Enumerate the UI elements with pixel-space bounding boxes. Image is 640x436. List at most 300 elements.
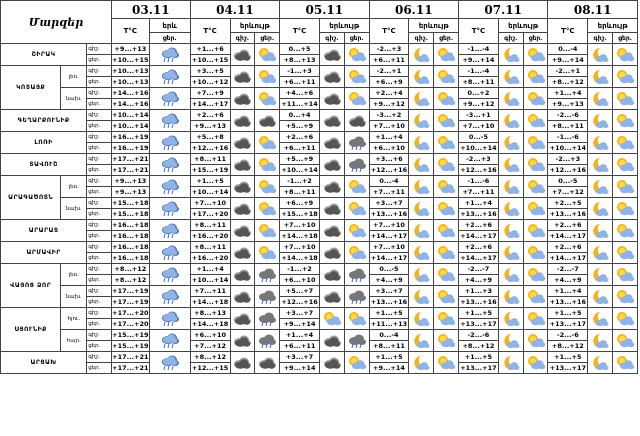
temperature-cell: +1...+5 [458,308,498,319]
sun-cloud-icon [255,132,280,154]
temperature-cell: +15...+19 [112,342,149,350]
sun-cloud-icon [613,154,638,176]
temperature-cell: -1...-4 [458,44,498,55]
weather-header: երևույթ [230,19,280,33]
temperature-cell: +13...+17 [549,320,587,328]
sun-cloud-icon [434,242,459,264]
sun-cloud-icon [613,44,638,66]
temperature-cell: +1...+5 [369,352,409,363]
table-row [1,286,638,297]
temperature-cell: +2...+6 [548,220,588,231]
temperature-cell: +16...+20 [191,232,229,240]
cloud-dark-icon [230,242,255,264]
moon-icon [409,88,434,110]
temperature-cell: +2...+6 [458,220,498,231]
temperature-cell: -2...+3 [458,154,498,165]
subregion-label: լեռ. [61,264,87,286]
moon-icon [498,242,523,264]
temperature-cell: +5...+9 [280,121,320,132]
moon-icon [588,286,613,308]
temperature-cell: +2...+5 [548,198,588,209]
temperature-cell: +17...+21 [112,353,149,361]
cloud-dark-icon [230,286,255,308]
temperature-cell: -2...+1 [548,66,588,77]
moon-icon [588,44,613,66]
day-row-label: ցեր. [87,231,112,242]
moon-icon [498,176,523,198]
temperature-cell: +15...+18 [281,210,318,218]
temperature-cell: +6...+11 [280,341,320,352]
moon-icon [409,286,434,308]
region-name: ՎԱՅՈՑ ՁՈՐ [1,264,61,308]
sun-cloud-icon [523,44,548,66]
moon-icon [409,176,434,198]
sun-cloud-icon [434,308,459,330]
rain-icon [149,88,190,110]
sun-cloud-icon [523,286,548,308]
sun-cloud-icon [434,44,459,66]
temperature-cell: +1...+4 [548,286,588,297]
temperature-cell: +8...+12 [190,352,230,363]
subregion-label: նախ. [61,286,87,308]
temperature-cell: +10...+13 [112,78,149,86]
sun-cloud-icon [613,286,638,308]
region-name: ԱՐԱՐԱՏ [1,220,87,242]
temperature-cell: +13...+16 [460,210,497,218]
sun-cloud-icon [255,88,280,110]
cloud-dark-icon [230,330,255,352]
day-subheader: ցեր. [255,33,280,44]
sun-cloud-icon [344,44,369,66]
temperature-cell: +10...+14 [281,166,318,174]
moon-icon [588,242,613,264]
sun-cloud-icon [613,88,638,110]
moon-icon [498,88,523,110]
night-row-label: գիշ. [87,308,112,319]
day-row-label: ցեր. [87,165,112,176]
temperature-cell: +2...+4 [369,88,409,99]
moon-icon [588,308,613,330]
moon-icon [409,132,434,154]
subregion-label: հյու. [61,308,87,330]
temperature-cell: +11...+13 [370,320,408,328]
cloud-dark-icon [319,66,344,88]
temperature-cell: +10...+15 [112,56,149,64]
temperature-cell: -2...-7 [548,264,588,275]
cloud-dark-icon [230,352,255,374]
cloud-dark-icon [319,220,344,242]
temperature-cell: +6...+11 [280,77,320,88]
sun-cloud-icon [255,176,280,198]
sun-cloud-icon [255,44,280,66]
night-row-label: գիշ. [87,198,112,209]
cloud-dark-icon [319,352,344,374]
sun-cloud-icon [523,198,548,220]
temperature-cell: +1...+4 [369,132,409,143]
moon-icon [498,286,523,308]
sun-cloud-icon [613,176,638,198]
temperature-cell: +14...+17 [370,232,408,240]
sun-cloud-icon [613,308,638,330]
rain-icon [149,44,190,66]
date-header-5: 07.11 [458,1,547,19]
temperature-cell: +1...+5 [458,352,498,363]
cloud-dark-icon [319,176,344,198]
temperature-cell: +12...+15 [191,364,229,372]
temperature-cell: +12...+16 [281,298,318,306]
temperature-cell: -2...-6 [548,330,588,341]
temperature-cell: +1...+4 [548,88,588,99]
region-name: ԿՈՏԱՅՔ [1,66,61,110]
temperature-cell: +1...+4 [458,198,498,209]
temperature-cell: +7...+10 [280,242,320,253]
temperature-cell: +15...+18 [112,199,149,207]
cloud-dark-icon [319,286,344,308]
subregion-label: լեռ. [61,176,87,198]
temperature-cell: +12...+16 [191,144,229,152]
rain-icon [149,330,190,352]
temperature-cell: +10...+12 [191,78,229,86]
region-name: ԱՐՑԱԽ [1,352,87,374]
temperature-cell: +14...+16 [112,89,149,97]
temperature-cell: +7...+9 [190,88,230,99]
sun-cloud-icon [344,352,369,374]
temperature-cell: +16...+19 [112,133,149,141]
moon-icon [409,330,434,352]
cloud-dark-icon [319,242,344,264]
temperature-cell: +3...+7 [280,352,320,363]
sun-cloud-icon [344,242,369,264]
region-name: ԱՐԱԳԱԾՈՏՆ [1,176,61,220]
temperature-cell: +1...+6 [190,44,230,55]
temperature-cell: +4...+9 [369,275,409,286]
temperature-cell: +6...+11 [369,55,409,66]
day-row-label: ցեր. [87,143,112,154]
temperature-cell: +11...+14 [281,100,318,108]
temperature-cell: -1...+3 [280,66,320,77]
cloud-dark-icon [319,198,344,220]
cloud-dark-icon [230,220,255,242]
moon-icon [498,330,523,352]
sun-cloud-icon [523,330,548,352]
sun-cloud-icon [523,220,548,242]
sun-cloud-icon [523,110,548,132]
temperature-cell: +9...+13 [548,99,588,110]
temperature-cell: +13...+16 [460,298,497,306]
region-name: ՍՅՈՒՆԻՔ [1,308,61,352]
night-row-label: գիշ. [87,176,112,187]
moon-icon [588,198,613,220]
sun-cloud-icon [523,154,548,176]
sun-cloud-icon [434,220,459,242]
temperature-cell: +9...+14 [280,319,320,330]
sun-cloud-icon [523,66,548,88]
cloud-rain-icon [255,330,280,352]
moon-icon [409,198,434,220]
sun-cloud-icon [434,88,459,110]
temperature-cell: +7...+10 [190,198,230,209]
temperature-cell: +9...+14 [458,55,498,66]
sun-cloud-icon [255,220,280,242]
temperature-cell: -2...+3 [369,44,409,55]
rain-icon [149,286,190,308]
temperature-cell: +9...+13 [111,44,149,55]
sun-cloud-icon [344,88,369,110]
table-row [1,264,638,275]
rain-icon [149,198,190,220]
cloud-dark-icon [319,110,344,132]
temp-header: T°C [369,19,409,44]
table-row [1,352,638,363]
temperature-cell: +12...+16 [370,166,408,174]
moon-icon [588,66,613,88]
weather-header: երևույթ [588,19,638,33]
temperature-cell: +10...+14 [460,144,497,152]
cloud-dark-icon [344,110,369,132]
temperature-cell: +8...+11 [369,341,409,352]
subregion-label: նախ. [61,88,87,110]
day-row-label: ցեր. [87,121,112,132]
sun-cloud-icon [613,264,638,286]
temperature-cell: -2...-6 [458,330,498,341]
weather-header: երևույթ [409,19,459,33]
temperature-cell: 0...-5 [458,132,498,143]
temperature-cell: +17...+21 [112,155,149,163]
cloud-rain-icon [344,132,369,154]
night-row-label: գիշ. [87,110,112,121]
night-subheader: գիշ. [409,33,434,44]
temperature-cell: +3...+7 [369,198,409,209]
sun-cloud-icon [434,198,459,220]
moon-icon [409,308,434,330]
temperature-cell: +5...+7 [280,286,320,297]
sun-cloud-icon [344,66,369,88]
temperature-cell: +4...+6 [280,88,320,99]
sun-cloud-icon [523,176,548,198]
day-subheader: ցեր. [613,33,638,44]
temperature-cell: +17...+20 [112,309,149,317]
temperature-cell: +6...+9 [280,198,320,209]
temperature-cell: +15...+18 [112,210,149,218]
temp-header: T°C [190,19,230,44]
temperature-cell: +10...+14 [191,188,229,196]
cloud-dark-icon [255,352,280,374]
sun-cloud-icon [613,242,638,264]
temperature-cell: -2...-6 [548,110,588,121]
temperature-cell: 0...+4 [280,110,320,121]
sun-cloud-icon [613,132,638,154]
rain-icon [149,110,190,132]
day-row-label: ցեր. [87,253,112,264]
day-row-label: ցեր. [87,77,112,88]
temperature-cell: +2...+6 [190,110,230,121]
temperature-cell: +13...+16 [549,298,587,306]
moon-icon [588,110,613,132]
temperature-cell: +16...+19 [112,144,149,152]
day-row-label: ցեր. [87,275,112,286]
moon-icon [409,352,434,374]
cloud-dark-icon [230,132,255,154]
table-row [1,330,638,341]
moon-icon [498,154,523,176]
region-name: ԳԵՂԱՐՔՈՒՆԻՔ [1,110,87,132]
night-row-label: գիշ. [87,220,112,231]
temperature-cell: +6...+9 [369,77,409,88]
sun-cloud-icon [344,220,369,242]
sun-cloud-icon [434,176,459,198]
temperature-cell: +8...+12 [111,275,149,286]
temperature-cell: +13...+17 [460,320,497,328]
sun-cloud-icon [523,132,548,154]
moon-icon [588,176,613,198]
night-subheader: գիշ. [319,33,344,44]
temperature-cell: +3...+7 [280,308,320,319]
temperature-cell: +17...+21 [112,166,149,174]
rain-icon [149,264,190,286]
temperature-cell: +7...+12 [548,187,588,198]
temperature-cell: +17...+20 [112,320,149,328]
cloud-dark-icon [319,44,344,66]
temperature-cell: +10...+14 [191,276,229,284]
table-row [1,242,638,253]
temperature-cell: +9...+12 [369,99,409,110]
sun-cloud-icon [434,154,459,176]
temperature-cell: +5...+9 [280,154,320,165]
night-row-label: գիշ. [87,286,112,297]
sun-cloud-icon [434,330,459,352]
temperature-cell: +3...+6 [369,154,409,165]
moon-icon [588,264,613,286]
night-row-label: գիշ. [87,242,112,253]
temperature-cell: +6...+10 [369,143,409,154]
day-row-label: ցեր. [87,363,112,374]
moon-icon [409,242,434,264]
rain-icon [149,308,190,330]
temperature-cell: +17...+19 [112,287,149,295]
temperature-cell: 0...+5 [280,44,320,55]
night-row-label: գիշ. [87,132,112,143]
moon-icon [409,66,434,88]
day-subheader: ցեր. [344,33,369,44]
moon-icon [498,66,523,88]
cloud-rain-icon [255,264,280,286]
temperature-cell: +16...+18 [112,232,149,240]
temperature-cell: +12...+16 [460,166,497,174]
temperature-cell: +14...+17 [370,254,408,262]
cloud-dark-icon [255,110,280,132]
table-row [1,176,638,187]
night-row-label: գիշ. [87,154,112,165]
sun-cloud-icon [523,242,548,264]
moon-icon [498,132,523,154]
temperature-cell: -3...+2 [369,110,409,121]
cloud-dark-icon [319,264,344,286]
cloud-dark-icon [230,176,255,198]
day-subheader: ցեր. [149,33,190,44]
temperature-cell: -2...+3 [548,154,588,165]
sun-cloud-icon [319,308,344,330]
temperature-cell: +1...+4 [280,330,320,341]
temperature-cell: +8...+13 [280,55,320,66]
forecast-body [1,44,638,374]
moon-icon [409,154,434,176]
temperature-cell: +10...+15 [191,56,229,64]
sun-cloud-icon [523,264,548,286]
sun-cloud-icon [255,154,280,176]
moon-icon [409,220,434,242]
temperature-cell: +14...+17 [549,254,587,262]
subregion-label: նախ. [61,198,87,220]
moon-icon [588,88,613,110]
temperature-cell: 0...-5 [548,176,588,187]
temperature-cell: +14...+17 [191,100,229,108]
sun-cloud-icon [613,66,638,88]
cloud-rain-icon [344,264,369,286]
temperature-cell: +9...+14 [369,363,409,374]
rain-icon [149,66,190,88]
sun-cloud-icon [613,198,638,220]
temperature-cell: +8...+13 [190,308,230,319]
temperature-cell: +7...+11 [369,187,409,198]
temperature-cell: +9...+14 [548,55,588,66]
night-row-label: գիշ. [87,88,112,99]
temperature-cell: +14...+18 [191,298,229,306]
night-subheader: գիշ. [498,33,523,44]
moon-icon [498,352,523,374]
temperature-cell: +13...+16 [370,298,408,306]
cloud-rain-icon [344,286,369,308]
temperature-cell: +1...+5 [190,176,230,187]
sun-cloud-icon [523,308,548,330]
moon-icon [588,132,613,154]
rain-icon [149,176,190,198]
table-row [1,220,638,231]
temperature-cell: +1...+5 [369,308,409,319]
moon-icon [588,352,613,374]
temperature-cell: 0...+2 [458,88,498,99]
cloud-dark-icon [230,88,255,110]
table-row [1,132,638,143]
cloud-rain-icon [255,286,280,308]
cloud-rain-icon [344,330,369,352]
day-row-label: ցեր. [87,99,112,110]
temperature-cell: +9...+14 [280,363,320,374]
temp-header: T°C [548,19,588,44]
rain-icon [149,352,190,374]
temperature-cell: +15...+19 [191,166,229,174]
day-row-label: ցեր. [87,319,112,330]
night-row-label: գիշ. [87,352,112,363]
date-header-3: 05.11 [280,1,369,19]
temperature-cell: +14...+16 [112,100,149,108]
temperature-cell: +2...+6 [280,132,320,143]
region-name: ԱՐՄԱՎԻՐ [1,242,87,264]
temperature-cell: +7...+10 [369,220,409,231]
temperature-cell: +8...+11 [190,220,230,231]
temperature-cell: +8...+11 [190,242,230,253]
day-subheader: ցեր. [523,33,548,44]
table-row [1,308,638,319]
temp-header: T°C [458,19,498,44]
temperature-cell: +13...+17 [460,364,497,372]
night-row-label: գիշ. [87,44,112,55]
temperature-cell: +14...+18 [281,254,318,262]
night-subheader: գիշ. [230,33,255,44]
sun-cloud-icon [434,132,459,154]
temperature-cell: +6...+11 [280,143,320,154]
cloud-dark-icon [319,132,344,154]
region-name: ՏԱՎՈՒՇ [1,154,87,176]
